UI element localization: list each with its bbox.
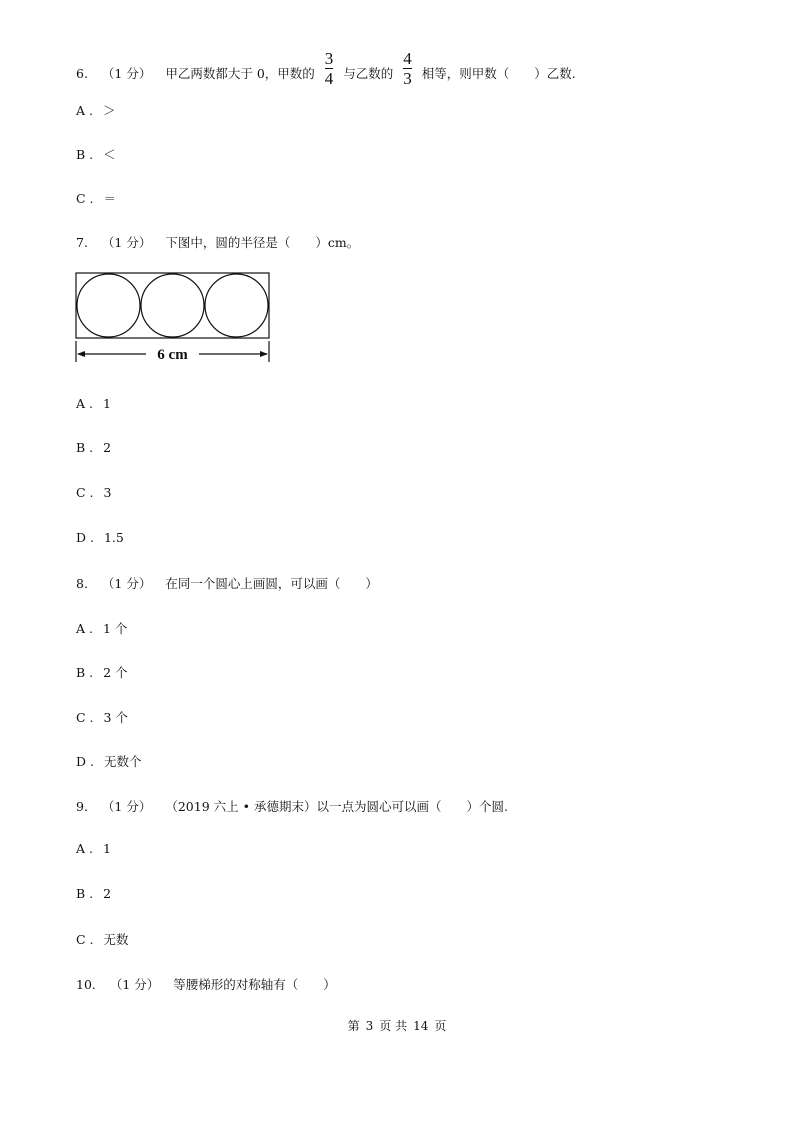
question-9-stem: 9. （1 分） （2019 六上 • 承德期末）以一点为圆心可以画（ ）个圆.: [76, 799, 508, 814]
question-7-option-b: B . 2: [76, 440, 112, 455]
question-9-option-a: A . 1: [76, 841, 111, 856]
circle-left: [77, 274, 140, 337]
circles-figure: [74, 271, 274, 370]
question-6-stem: 6. （1 分） 甲乙两数都大于 0，甲数的 $\frac{3}{4}$ 与乙数的 $\frac{4}{3}$ 相等，则甲数（ ）乙数.: [76, 49, 576, 88]
question-9-option-b: B . 2: [76, 886, 112, 901]
question-6-option-b: B . ＜: [76, 147, 116, 162]
question-7-option-a: A . 1: [76, 396, 111, 411]
figure-width-label: 6 cm: [157, 347, 188, 363]
arrowhead-left: [77, 351, 85, 357]
circle-right: [205, 274, 268, 337]
question-7-stem: 7. （1 分） 下图中，圆的半径是（ ）cm。: [76, 235, 360, 250]
total-page-count: 14: [413, 1019, 429, 1033]
question-9-option-c: C . 无数: [76, 932, 129, 947]
question-8-stem: 8. （1 分） 在同一个圆心上画圆，可以画（ ）: [76, 576, 378, 591]
arrowhead-right: [260, 351, 268, 357]
question-6-option-c: C . ＝: [76, 191, 117, 206]
question-7-option-c: C . 3: [76, 485, 112, 500]
question-10-stem: 10. （1 分） 等腰梯形的对称轴有（ ）: [76, 977, 336, 992]
fraction-three-quarters: $\frac{3}{4}$: [324, 49, 334, 88]
current-page-number: 3: [365, 1019, 374, 1033]
page-footer: 第 3 页 共 14 页: [347, 1019, 447, 1033]
circle-middle: [141, 274, 204, 337]
fraction-four-thirds: $\frac{4}{3}$: [403, 49, 412, 88]
question-8-option-c: C . 3 个: [76, 710, 128, 725]
question-8-option-a: A . 1 个: [76, 621, 128, 636]
question-8-option-b: B . 2 个: [76, 665, 128, 680]
question-6-option-a: A . ＞: [76, 103, 116, 118]
question-8-option-d: D . 无数个: [76, 754, 142, 769]
rectangle-outline: [76, 273, 269, 338]
question-7-option-d: D . 1.5: [76, 530, 124, 545]
